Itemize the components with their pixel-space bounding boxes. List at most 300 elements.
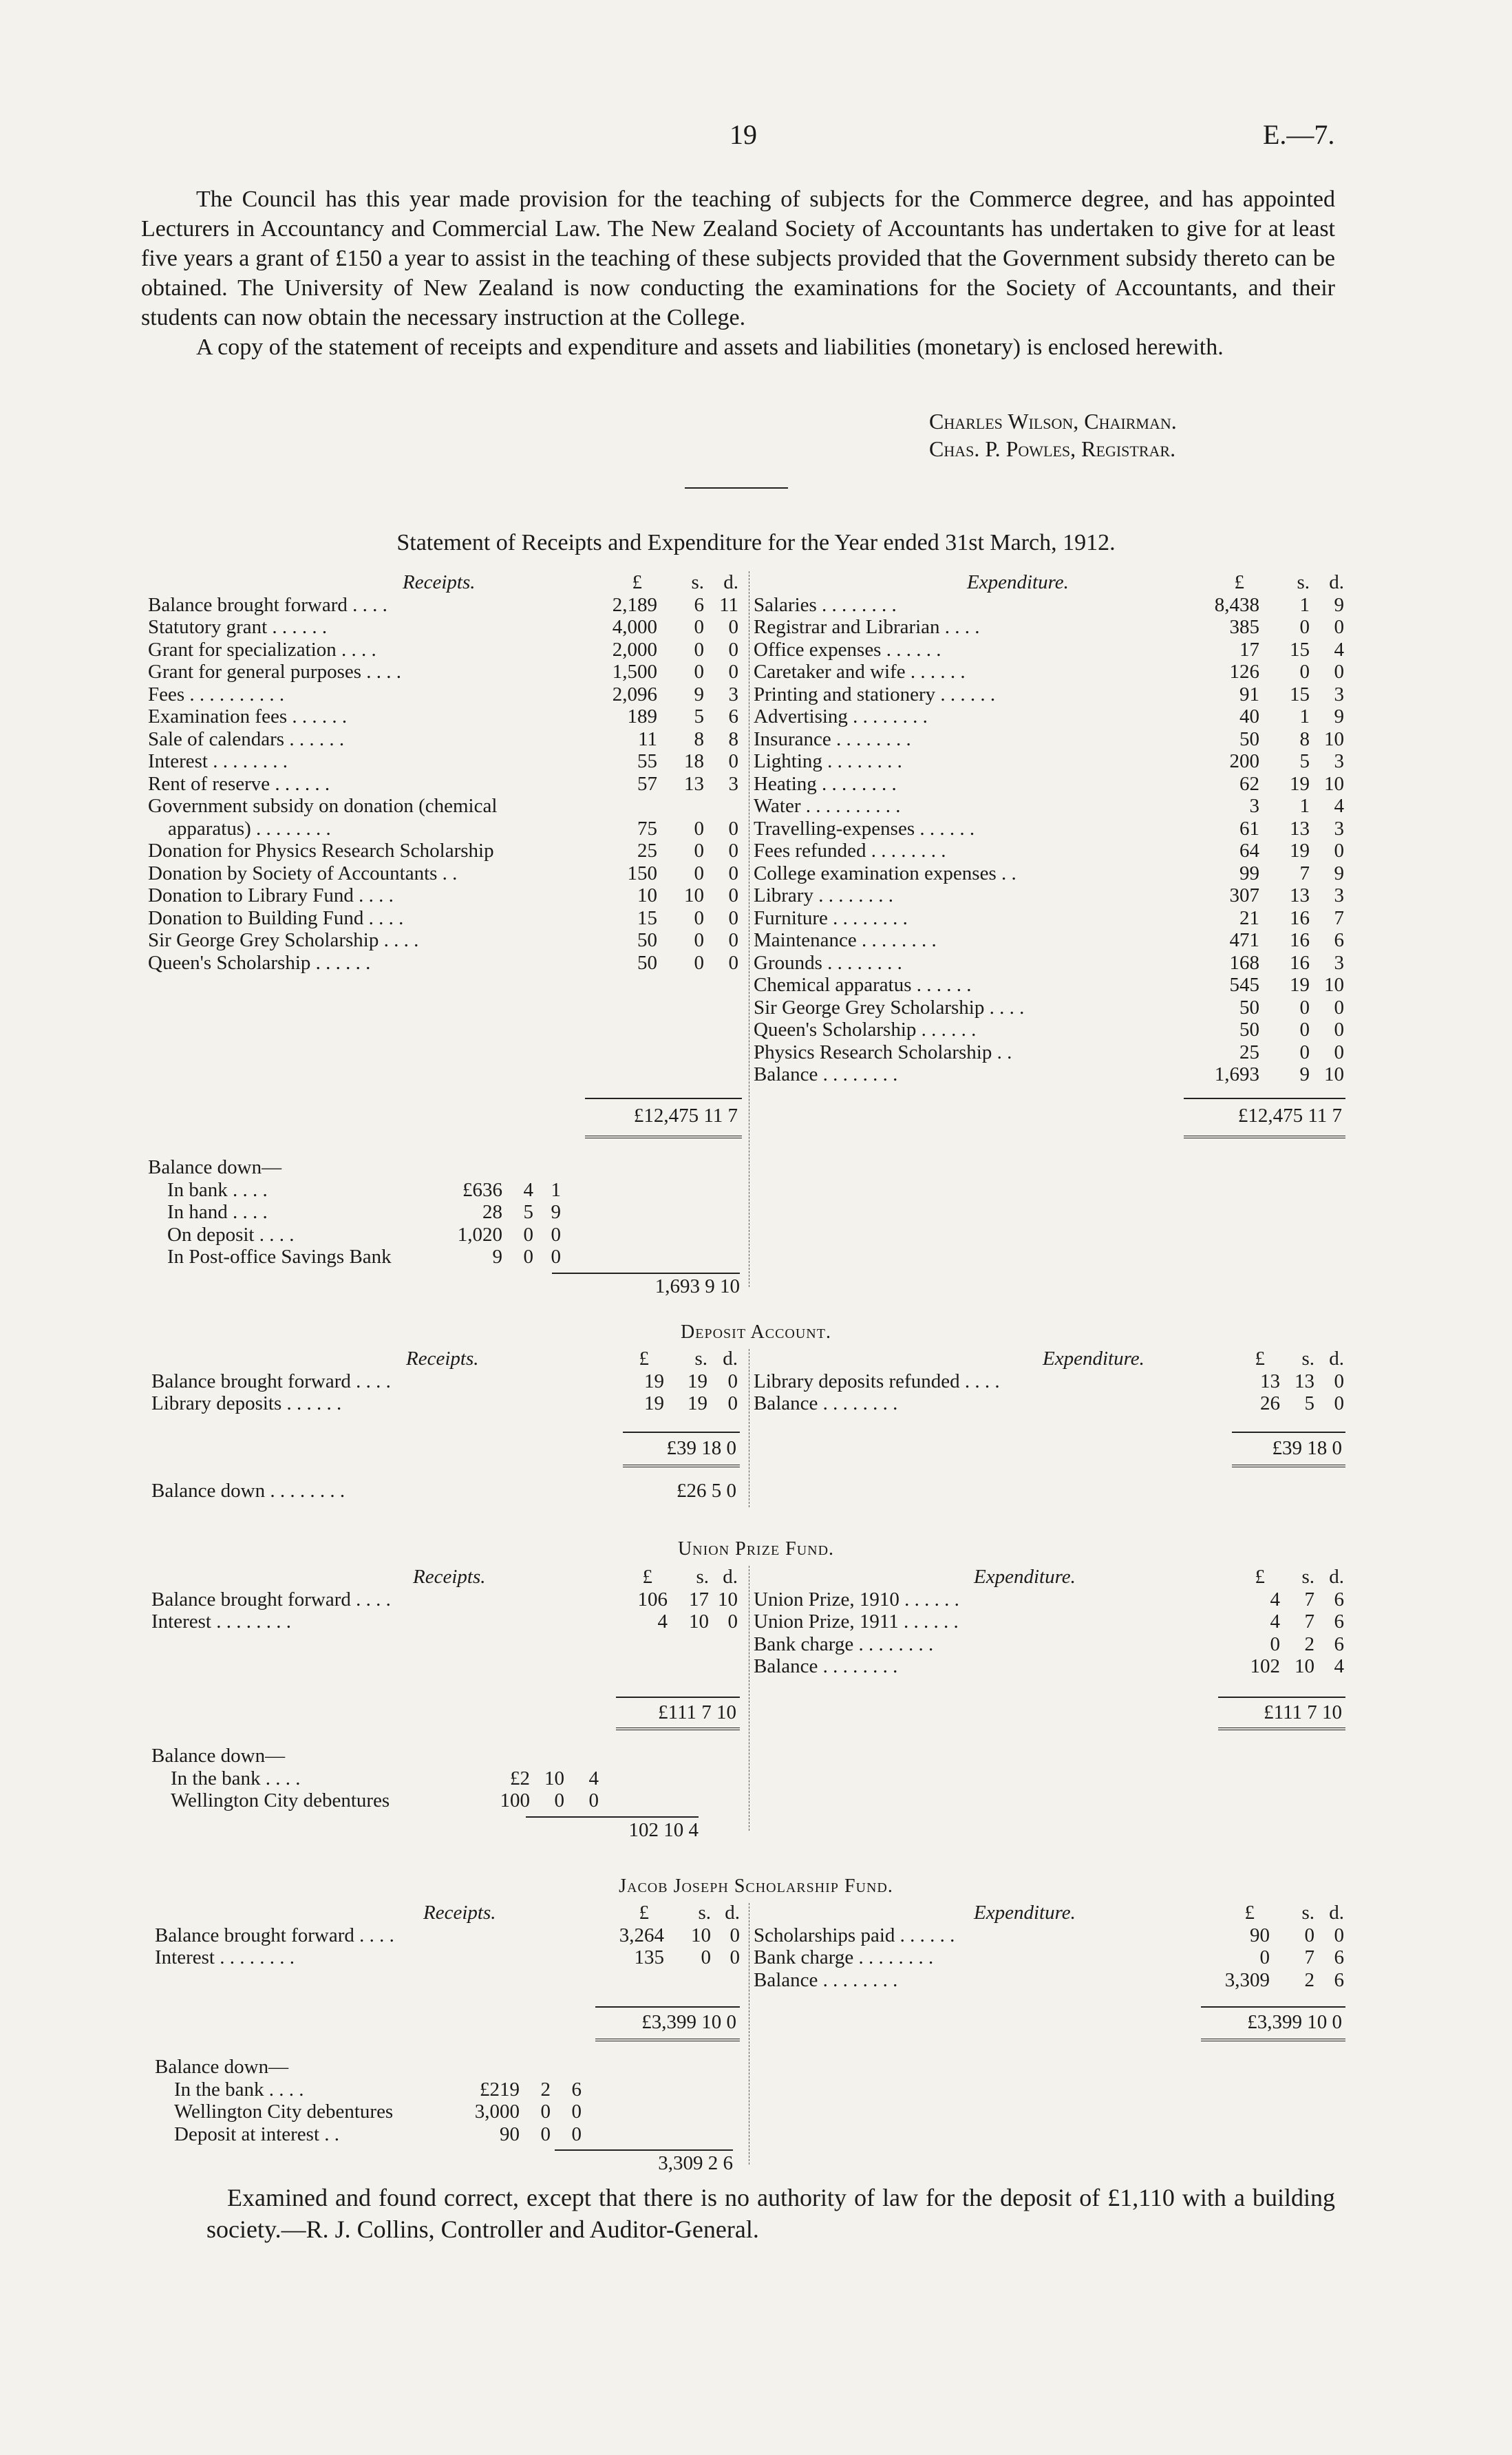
ledger-item-label: Grounds . . . . . . . . — [754, 951, 902, 974]
amount-pounds: 10 — [637, 884, 657, 906]
amount-shillings: 16 — [1290, 951, 1310, 974]
amount-pounds: 3 — [1249, 795, 1259, 817]
amount-pounds: 90 — [1250, 1924, 1270, 1946]
col-pence-header: d. — [1329, 1902, 1344, 1924]
ledger-row — [754, 661, 1345, 683]
balance-down-row — [148, 1246, 747, 1268]
amount-pounds: 11 — [638, 727, 657, 750]
ledger-item-label: Rent of reserve . . . . . . — [148, 772, 330, 795]
intro-paragraph: A copy of the statement of receipts and expenditure and assets and liabilities (monetary) is enclosed herewith. — [196, 334, 1224, 360]
amount-pounds: 385 — [1229, 616, 1259, 638]
ledger-row — [754, 1969, 1345, 1992]
ledger-item-label: Salaries . . . . . . . . — [754, 593, 897, 616]
amount-shillings: 9 — [694, 683, 704, 705]
ledger-row — [754, 795, 1345, 818]
amount-shillings: 7 — [1299, 862, 1310, 884]
amount-shillings: 2 — [1304, 1633, 1314, 1655]
main-total-expenditure: £12,475 11 7 — [1237, 1105, 1342, 1127]
amount-shillings: 0 — [694, 817, 704, 840]
ledger-row — [754, 997, 1345, 1019]
amount-pounds: 1,693 — [1214, 1063, 1259, 1085]
amount-pence: 0 — [727, 1392, 738, 1414]
col-shillings-header: s. — [698, 1902, 711, 1924]
amount-pence: 0 — [727, 1370, 738, 1392]
ledger-item-label: Union Prize, 1911 . . . . . . — [754, 1611, 959, 1633]
ledger-item-label: Donation to Building Fund . . . . — [148, 906, 404, 929]
amount-shillings: 0 — [1299, 1041, 1310, 1063]
col-pounds-header: £ — [1255, 1348, 1265, 1370]
amount-pounds: 25 — [637, 840, 657, 862]
balance-down-row — [148, 1201, 747, 1224]
amount-shillings: 2 — [540, 2078, 551, 2101]
amount-shillings: 0 — [554, 1789, 564, 1811]
amount-pence: 0 — [728, 750, 738, 772]
ledger-item-label: Maintenance . . . . . . . . — [754, 929, 937, 951]
amount-pence: 0 — [728, 661, 738, 683]
ledger-item-label: Library . . . . . . . . — [754, 884, 893, 906]
document-reference: E.—7. — [1263, 119, 1335, 150]
col-pence-header: d. — [1329, 1348, 1344, 1370]
amount-pounds: 100 — [500, 1789, 530, 1811]
ledger-item-label: Interest . . . . . . . . — [155, 1946, 295, 1968]
ledger-item-label: Balance . . . . . . . . — [754, 1968, 898, 1991]
ledger-row — [754, 1370, 1345, 1393]
balance-down-label: In the bank . . . . — [174, 2078, 304, 2101]
amount-pounds: 13 — [1260, 1370, 1280, 1392]
ledger-row — [754, 862, 1345, 885]
amount-pounds: 168 — [1229, 951, 1259, 974]
amount-shillings: 10 — [689, 1611, 709, 1633]
ledger-header-row — [151, 1348, 743, 1370]
union-total-expenditure: £111 7 10 — [1264, 1701, 1342, 1723]
ledger-item-label: Physics Research Scholarship . . — [754, 1041, 1012, 1063]
col-pence-header: d. — [723, 1566, 738, 1588]
ledger-row — [148, 907, 740, 930]
amount-pence: 4 — [588, 1767, 599, 1789]
ledger-item-label: Library deposits . . . . . . — [151, 1392, 342, 1414]
ledger-row — [148, 639, 740, 661]
jacob-receipts — [155, 1902, 743, 1969]
ledger-item-label: Interest . . . . . . . . — [151, 1611, 291, 1633]
ledger-item-label: Sir George Grey Scholarship . . . . — [148, 929, 419, 951]
amount-pence: 0 — [1334, 996, 1344, 1019]
total-double-rule — [1218, 1728, 1345, 1730]
intro-text — [141, 184, 1335, 362]
amount-shillings: 0 — [694, 661, 704, 683]
amount-pounds: 17 — [1239, 638, 1259, 661]
amount-pounds: 57 — [637, 772, 657, 795]
total-rule — [1201, 2006, 1345, 2008]
amount-pence: 10 — [718, 1588, 738, 1611]
balance-down-total-row — [151, 1816, 750, 1839]
divider — [685, 487, 788, 489]
amount-pence: 0 — [728, 616, 738, 638]
amount-shillings: 0 — [1299, 1019, 1310, 1041]
ledger-row — [151, 1611, 743, 1633]
balance-down-label: On deposit . . . . — [167, 1223, 295, 1246]
ledger-item-label: Balance brought forward . . . . — [151, 1588, 391, 1611]
deposit-receipts — [151, 1348, 743, 1415]
ledger-row — [148, 705, 740, 728]
deposit-account-title: Deposit Account. — [681, 1321, 831, 1343]
ledger-row — [148, 750, 740, 773]
amount-shillings: 18 — [684, 750, 704, 772]
ledger-item-label: Sir George Grey Scholarship . . . . — [754, 996, 1025, 1019]
ledger-item-label: Heating . . . . . . . . — [754, 772, 897, 795]
balance-down-total: 1,693 9 10 — [552, 1273, 740, 1298]
deposit-total-expenditure: £39 18 0 — [1272, 1437, 1342, 1459]
ledger-item-label: Fees . . . . . . . . . . — [148, 683, 285, 705]
ledger-row — [151, 1370, 743, 1393]
amount-shillings: 10 — [544, 1767, 564, 1789]
main-expenditure — [754, 571, 1345, 1086]
amount-pence: 3 — [728, 772, 738, 795]
amount-shillings: 19 — [688, 1370, 707, 1392]
total-double-rule — [595, 2039, 740, 2041]
ledger-row — [148, 795, 740, 818]
col-pence-header: d. — [723, 571, 738, 593]
ledger-item-label: Balance brought forward . . . . — [155, 1924, 394, 1946]
col-shillings-header: s. — [696, 1566, 709, 1588]
balance-down-row — [155, 2101, 747, 2123]
ledger-row — [754, 1019, 1345, 1041]
ledger-item-label: Balance . . . . . . . . — [754, 1655, 898, 1677]
amount-pounds: 135 — [634, 1946, 664, 1968]
amount-shillings: 0 — [701, 1946, 711, 1968]
balance-down-row — [155, 2123, 747, 2146]
amount-pounds: 126 — [1229, 661, 1259, 683]
amount-pounds: 106 — [637, 1588, 668, 1611]
amount-shillings: 15 — [1290, 683, 1310, 705]
total-double-rule — [623, 1465, 740, 1467]
ledger-row — [754, 907, 1345, 930]
ledger-row — [148, 683, 740, 706]
ledger-row — [754, 1392, 1345, 1415]
amount-shillings: 0 — [523, 1223, 533, 1246]
amount-pounds: 91 — [1239, 683, 1259, 705]
total-rule — [595, 2006, 740, 2008]
ledger-heading: Receipts. — [423, 1902, 496, 1924]
amount-shillings: 6 — [694, 593, 704, 616]
amount-pence: 8 — [728, 727, 738, 750]
amount-pounds: 1,500 — [612, 661, 657, 683]
amount-pence: 0 — [728, 862, 738, 884]
amount-pence: 6 — [1334, 929, 1344, 951]
amount-pounds: 75 — [637, 817, 657, 840]
ledger-heading: Expenditure. — [967, 571, 1069, 593]
ledger-item-label: Donation by Society of Accountants . . — [148, 862, 458, 884]
col-pence-header: d. — [1329, 571, 1344, 593]
ledger-row — [754, 1041, 1345, 1064]
amount-pence: 3 — [1334, 951, 1344, 974]
balance-down-row — [151, 1767, 750, 1790]
amount-pence: 6 — [1334, 1588, 1344, 1611]
ledger-heading: Receipts. — [403, 571, 476, 593]
balance-down-heading: Balance down— — [155, 2056, 289, 2078]
ledger-item-label: Balance brought forward . . . . — [148, 593, 387, 616]
ledger-item-label: Travelling-expenses . . . . . . — [754, 817, 975, 840]
ledger-item-label: Donation for Physics Research Scholarship — [148, 840, 494, 862]
col-shillings-header: s. — [1301, 1348, 1314, 1370]
amount-pence: 0 — [571, 2101, 582, 2123]
amount-pounds: £636 — [462, 1178, 502, 1201]
amount-shillings: 0 — [694, 929, 704, 951]
union-expenditure — [754, 1566, 1345, 1678]
amount-pounds: 50 — [1239, 1019, 1259, 1041]
jacob-balance-down — [155, 2056, 747, 2172]
amount-shillings: 0 — [523, 1246, 533, 1268]
ledger-item-label: Bank charge . . . . . . . . — [754, 1633, 934, 1655]
amount-shillings: 4 — [523, 1178, 533, 1201]
amount-pounds: 3,309 — [1224, 1968, 1270, 1991]
ledger-row — [754, 616, 1345, 639]
ledger-item-label: Grant for specialization . . . . — [148, 638, 376, 661]
amount-pounds: 26 — [1260, 1392, 1280, 1414]
amount-pounds: 307 — [1229, 884, 1259, 906]
union-receipts — [151, 1566, 743, 1633]
ledger-row — [754, 1946, 1345, 1969]
signatory-chairman: Charles Wilson, Chairman. — [929, 409, 1177, 434]
ledger-row — [148, 818, 740, 840]
amount-shillings: 0 — [694, 616, 704, 638]
total-rule — [616, 1697, 740, 1698]
jacob-total-receipts: £3,399 10 0 — [641, 2011, 736, 2033]
amount-pounds: 50 — [637, 951, 657, 974]
amount-pence: 0 — [1334, 616, 1344, 638]
amount-pence: 6 — [1334, 1946, 1344, 1968]
ledger-row — [754, 1063, 1345, 1086]
ledger-row — [155, 1924, 743, 1947]
ledger-item-label: Balance . . . . . . . . — [754, 1392, 898, 1414]
amount-pounds: 3,264 — [619, 1924, 664, 1946]
amount-pence: 0 — [728, 951, 738, 974]
amount-pounds: £219 — [480, 2078, 520, 2101]
ledger-item-label: Library deposits refunded . . . . — [754, 1370, 1000, 1392]
total-rule — [1218, 1697, 1345, 1698]
ledger-row — [754, 773, 1345, 796]
amount-pence: 6 — [1334, 1633, 1344, 1655]
amount-pounds: 50 — [1239, 996, 1259, 1019]
amount-shillings: 5 — [523, 1201, 533, 1223]
ledger-item-label: Fees refunded . . . . . . . . — [754, 840, 946, 862]
col-shillings-header: s. — [1297, 571, 1310, 593]
col-pence-header: d. — [725, 1902, 740, 1924]
balance-down-row — [148, 1179, 747, 1202]
amount-pence: 4 — [1334, 1655, 1344, 1677]
ledger-header-row — [148, 571, 740, 594]
ledger-row — [148, 594, 740, 617]
amount-pence: 11 — [719, 593, 738, 616]
amount-pounds: 19 — [644, 1392, 664, 1414]
amount-pence: 6 — [1334, 1611, 1344, 1633]
amount-shillings: 9 — [1299, 1063, 1310, 1085]
amount-shillings: 13 — [1290, 884, 1310, 906]
balance-down-total: 3,309 2 6 — [555, 2149, 733, 2175]
amount-pence: 3 — [1334, 884, 1344, 906]
col-shillings-header: s. — [1301, 1566, 1314, 1588]
statement-title: Statement of Receipts and Expenditure for the Year ended 31st March, 1912. — [396, 530, 1116, 555]
amount-shillings: 0 — [694, 862, 704, 884]
ledger-item-label: Interest . . . . . . . . — [148, 750, 288, 772]
jacob-expenditure — [754, 1902, 1345, 1991]
ledger-item-label: Furniture . . . . . . . . — [754, 906, 908, 929]
ledger-item-label: Grant for general purposes . . . . — [148, 661, 402, 683]
amount-pence: 0 — [728, 638, 738, 661]
amount-pounds: 4 — [1270, 1588, 1280, 1611]
ledger-row — [754, 929, 1345, 952]
ledger-row — [754, 728, 1345, 751]
total-double-rule — [1184, 1136, 1345, 1138]
col-pounds-header: £ — [639, 1348, 649, 1370]
ledger-heading: Receipts. — [413, 1566, 486, 1588]
ledger-heading: Expenditure. — [974, 1902, 1076, 1924]
ledger-heading: Expenditure. — [974, 1566, 1076, 1588]
amount-pounds: 28 — [482, 1201, 502, 1223]
amount-shillings: 0 — [540, 2123, 551, 2145]
jacob-joseph-fund-title: Jacob Joseph Scholarship Fund. — [619, 1875, 893, 1897]
ledger-row — [148, 728, 740, 751]
main-balance-down — [148, 1156, 747, 1295]
amount-pence: 6 — [728, 705, 738, 727]
ledger-row — [148, 773, 740, 796]
page-number: 19 — [730, 119, 757, 150]
col-pounds-header: £ — [639, 1902, 649, 1924]
balance-down-heading: Balance down— — [148, 1156, 282, 1178]
total-double-rule — [585, 1136, 742, 1138]
deposit-balance-down-label: Balance down . . . . . . . . — [151, 1480, 345, 1502]
amount-pence: 0 — [551, 1223, 561, 1246]
col-shillings-header: s. — [694, 1348, 707, 1370]
amount-pence: 3 — [1334, 817, 1344, 840]
total-rule — [1232, 1432, 1345, 1433]
amount-shillings: 7 — [1304, 1611, 1314, 1633]
amount-pence: 10 — [1324, 974, 1344, 996]
balance-down-row — [155, 2079, 747, 2101]
ledger-row — [155, 1946, 743, 1969]
amount-pence: 0 — [730, 1946, 740, 1968]
ledger-item-label: Registrar and Librarian . . . . — [754, 616, 980, 638]
amount-pounds: 9 — [492, 1246, 502, 1268]
amount-pounds: 150 — [627, 862, 657, 884]
amount-pence: 7 — [1334, 906, 1344, 929]
amount-pounds: 4 — [657, 1611, 668, 1633]
amount-shillings: 19 — [1290, 772, 1310, 795]
ledger-row — [754, 750, 1345, 773]
amount-shillings: 19 — [688, 1392, 707, 1414]
amount-shillings: 8 — [694, 727, 704, 750]
amount-pence: 0 — [1334, 1924, 1344, 1946]
amount-pence: 0 — [730, 1924, 740, 1946]
amount-pounds: 0 — [1270, 1633, 1280, 1655]
ledger-row — [148, 884, 740, 907]
balance-down-total-row — [155, 2149, 747, 2172]
ledger-item-label: Government subsidy on donation (chemical — [148, 795, 498, 817]
amount-pounds: 189 — [627, 705, 657, 727]
amount-shillings: 16 — [1290, 906, 1310, 929]
amount-pence: 0 — [1334, 1392, 1344, 1414]
amount-pence: 0 — [728, 929, 738, 951]
amount-pounds: 2,000 — [612, 638, 657, 661]
balance-down-row — [151, 1789, 750, 1812]
amount-shillings: 0 — [540, 2101, 551, 2123]
amount-pounds: 90 — [500, 2123, 520, 2145]
amount-pounds: 25 — [1239, 1041, 1259, 1063]
amount-pounds: 19 — [644, 1370, 664, 1392]
amount-pence: 0 — [571, 2123, 582, 2145]
amount-shillings: 5 — [1299, 750, 1310, 772]
amount-shillings: 19 — [1290, 840, 1310, 862]
amount-pence: 10 — [1324, 772, 1344, 795]
ledger-item-label: Donation to Library Fund . . . . — [148, 884, 394, 906]
amount-shillings: 5 — [1304, 1392, 1314, 1414]
union-total-receipts: £111 7 10 — [658, 1701, 736, 1723]
ledger-item-label: Statutory grant . . . . . . — [148, 616, 328, 638]
amount-pounds: 3,000 — [474, 2101, 520, 2123]
amount-pounds: 2,096 — [612, 683, 657, 705]
amount-pounds: 40 — [1239, 705, 1259, 727]
ledger-item-label: Printing and stationery . . . . . . — [754, 683, 996, 705]
amount-shillings: 10 — [684, 884, 704, 906]
amount-shillings: 19 — [1290, 974, 1310, 996]
amount-shillings: 13 — [1295, 1370, 1314, 1392]
amount-pence: 6 — [1334, 1968, 1344, 1991]
deposit-expenditure — [754, 1348, 1345, 1415]
ledger-header-row — [151, 1566, 743, 1588]
balance-down-label: In bank . . . . — [167, 1178, 268, 1201]
balance-down-label: In Post-office Savings Bank — [167, 1246, 392, 1268]
amount-pence: 0 — [588, 1789, 599, 1811]
amount-pounds: 200 — [1229, 750, 1259, 772]
col-pounds-header: £ — [632, 571, 642, 593]
deposit-total-receipts: £39 18 0 — [666, 1437, 736, 1459]
amount-pence: 9 — [1334, 705, 1344, 727]
amount-pounds: 2,189 — [612, 593, 657, 616]
ledger-item-label: Insurance . . . . . . . . — [754, 727, 911, 750]
ledger-row — [148, 929, 740, 952]
amount-pence: 10 — [1324, 1063, 1344, 1085]
ledger-item-label: Queen's Scholarship . . . . . . — [754, 1019, 977, 1041]
ledger-header-row — [754, 1348, 1345, 1370]
amount-pounds: 99 — [1239, 862, 1259, 884]
amount-shillings: 13 — [684, 772, 704, 795]
amount-pence: 9 — [1334, 862, 1344, 884]
total-rule — [1184, 1098, 1345, 1099]
ledger-row — [754, 884, 1345, 907]
balance-down-row — [148, 1224, 747, 1246]
col-pence-header: d. — [1329, 1566, 1344, 1588]
amount-shillings: 1 — [1299, 795, 1310, 817]
amount-pounds: 61 — [1239, 817, 1259, 840]
amount-shillings: 0 — [694, 951, 704, 974]
amount-pence: 0 — [1334, 661, 1344, 683]
ledger-row — [148, 952, 740, 975]
amount-pounds: 55 — [637, 750, 657, 772]
ledger-row — [148, 840, 740, 862]
amount-pence: 0 — [1334, 1370, 1344, 1392]
amount-pounds: 62 — [1239, 772, 1259, 795]
ledger-row — [151, 1588, 743, 1611]
ledger-heading: Receipts. — [406, 1348, 479, 1370]
amount-pence: 1 — [551, 1178, 561, 1201]
balance-down-heading: Balance down— — [151, 1745, 286, 1767]
ledger-row — [754, 974, 1345, 997]
amount-pence: 0 — [551, 1246, 561, 1268]
ledger-row — [754, 840, 1345, 862]
amount-shillings: 15 — [1290, 638, 1310, 661]
total-double-rule — [616, 1728, 740, 1730]
amount-shillings: 1 — [1299, 593, 1310, 616]
jacob-total-expenditure: £3,399 10 0 — [1247, 2011, 1342, 2033]
